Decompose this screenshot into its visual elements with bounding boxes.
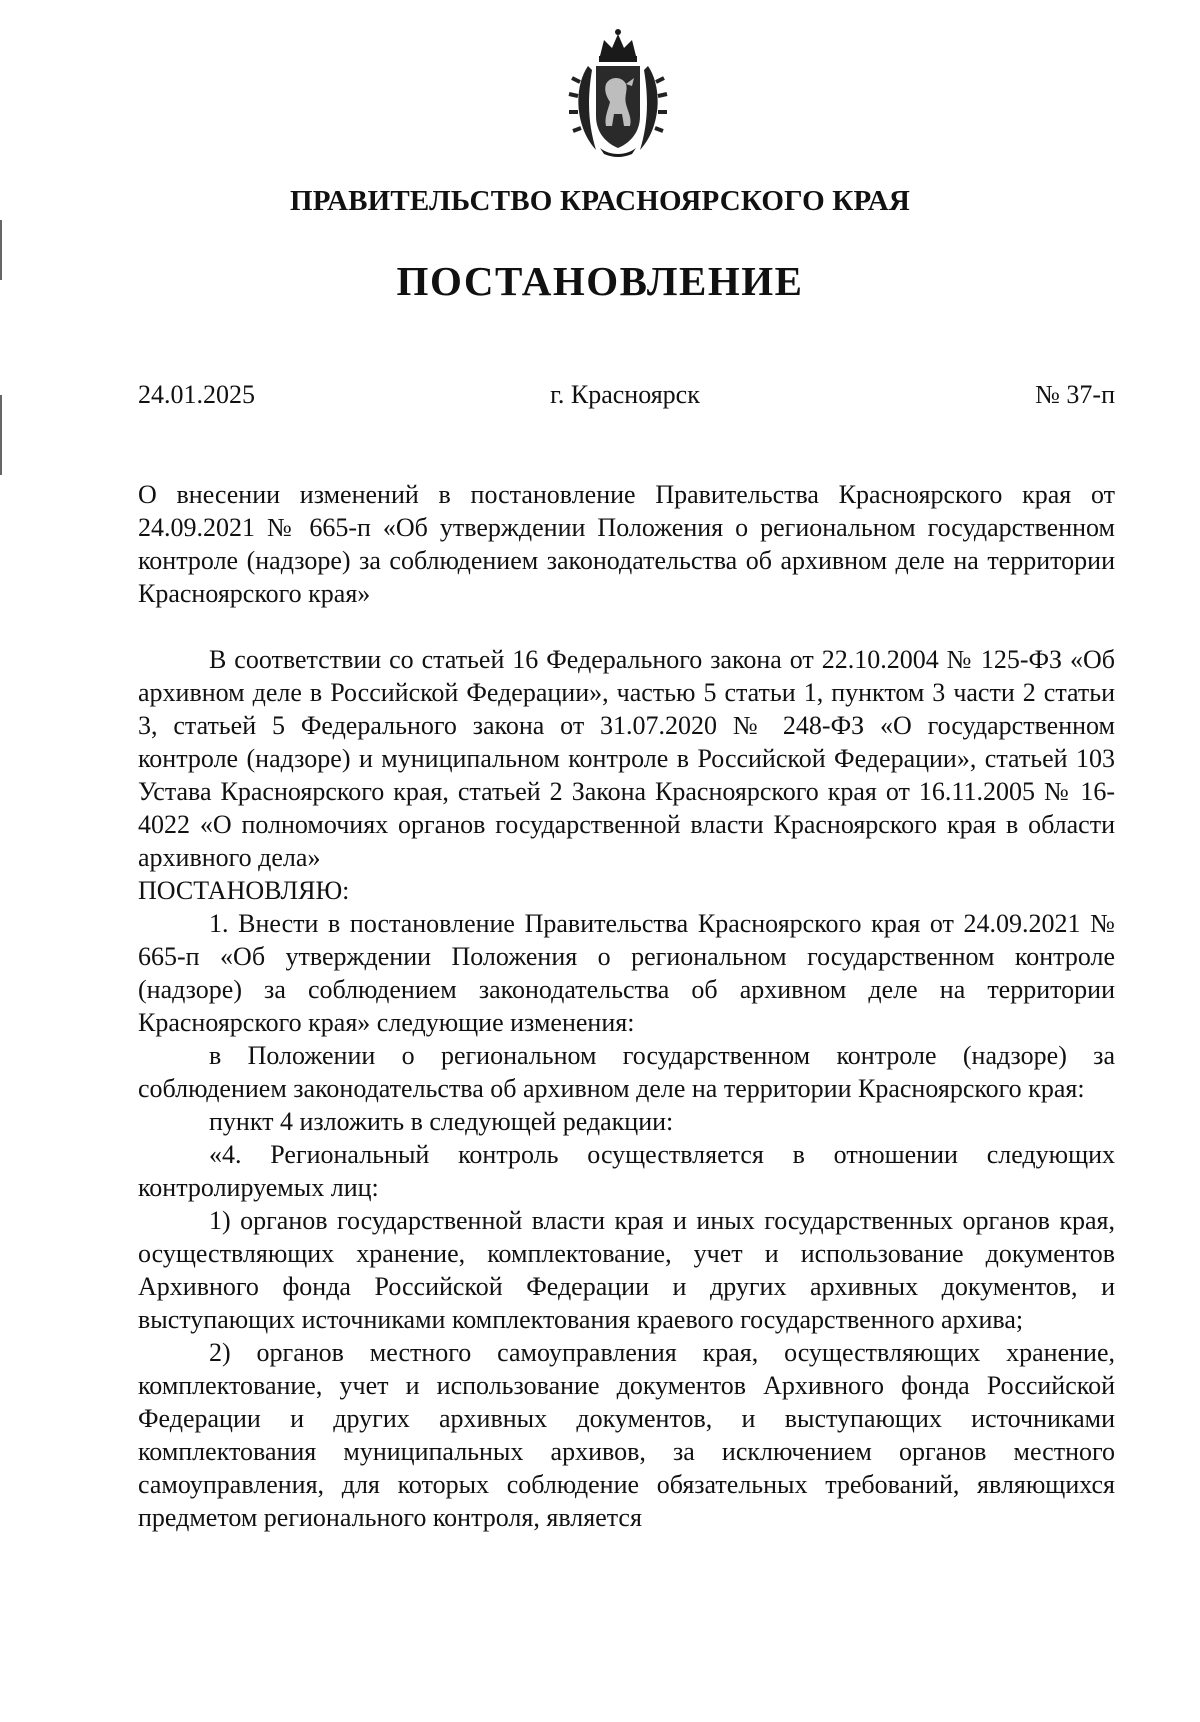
document-type: ПОСТАНОВЛЕНИЕ (396, 258, 804, 304)
paragraph-regulation: в Положении о региональном государственном контроле (надзоре) за соблюдением законодательства об архивном деле на территории Красноярского края: (138, 1041, 1115, 1103)
document-number: № 37-п (1035, 380, 1115, 409)
paragraph-subitem-2: 2) органов местного самоуправления края, осуществляющих хранение, комплектование, учет и использование документов Архивного фонда Российской Федерации и других архивных документов, и выступающих источниками комплектования муниципальных архивов, за исключением органов местного самоуправления, для которых соблюдение обязательных требований, являющихся предметом регионального контроля, является (138, 1338, 1115, 1532)
paragraph-item-1: 1. Внести в постановление Правительства Красноярского края от 24.09.2021 № 665-п «Об утверждении Положения о региональном государственном контроле (надзоре) за соблюдением законодательства об архивном деле на территории Красноярского края» следующие изменения: (138, 909, 1115, 1037)
document-date: 24.01.2025 (138, 380, 255, 409)
document-city: г. Красноярск (550, 380, 700, 409)
organization-name: ПРАВИТЕЛЬСТВО КРАСНОЯРСКОГО КРАЯ (289, 185, 911, 217)
document-title-text: О внесении изменений в постановление Правительства Красноярского края от 24.09.2021 № 665-п «Об утверждении Положения о региональном государственном контроле (надзоре) за соблюдением законодательства об архивном деле на территории Красноярского края» (138, 480, 1115, 608)
paragraph-clause-4-intro: пункт 4 изложить в следующей редакции: (209, 1107, 674, 1136)
paragraph-clause-4: «4. Региональный контроль осуществляется в отношении следующих контролируемых лиц: (138, 1140, 1115, 1202)
paragraph-subitem-1: 1) органов государственной власти края и иных государственных органов края, осуществляющих хранение, комплектование, учет и использование документов Архивного фонда Российской Федерации и других архивных документов, и выступающих источниками комплектования краевого государственного архива; (138, 1206, 1115, 1334)
paragraph-decree: ПОСТАНОВЛЯЮ: (138, 876, 350, 905)
coat-of-arms-icon (566, 26, 670, 158)
document-title (138, 478, 1115, 610)
paragraph-preamble: В соответствии со статьей 16 Федерального закона от 22.10.2004 № 125-ФЗ «Об архивном деле в Российской Федерации», частью 5 статьи 1, пунктом 3 части 2 статьи 3, статьей 5 Федерального закона от 31.07.2020 № 248-ФЗ «О государственном контроле (надзоре) и муниципальном контроле в Российской Федерации», статьей 103 Устава Красноярского края, статьей 2 Закона Красноярского края от 16.11.2005 № 16-4022 «О полномочиях органов государственной власти Красноярского края в области архивного дела» (138, 645, 1115, 872)
document-body (138, 478, 1115, 1534)
document-content (138, 643, 1115, 1534)
coat-of-arms-emblem (566, 26, 670, 158)
